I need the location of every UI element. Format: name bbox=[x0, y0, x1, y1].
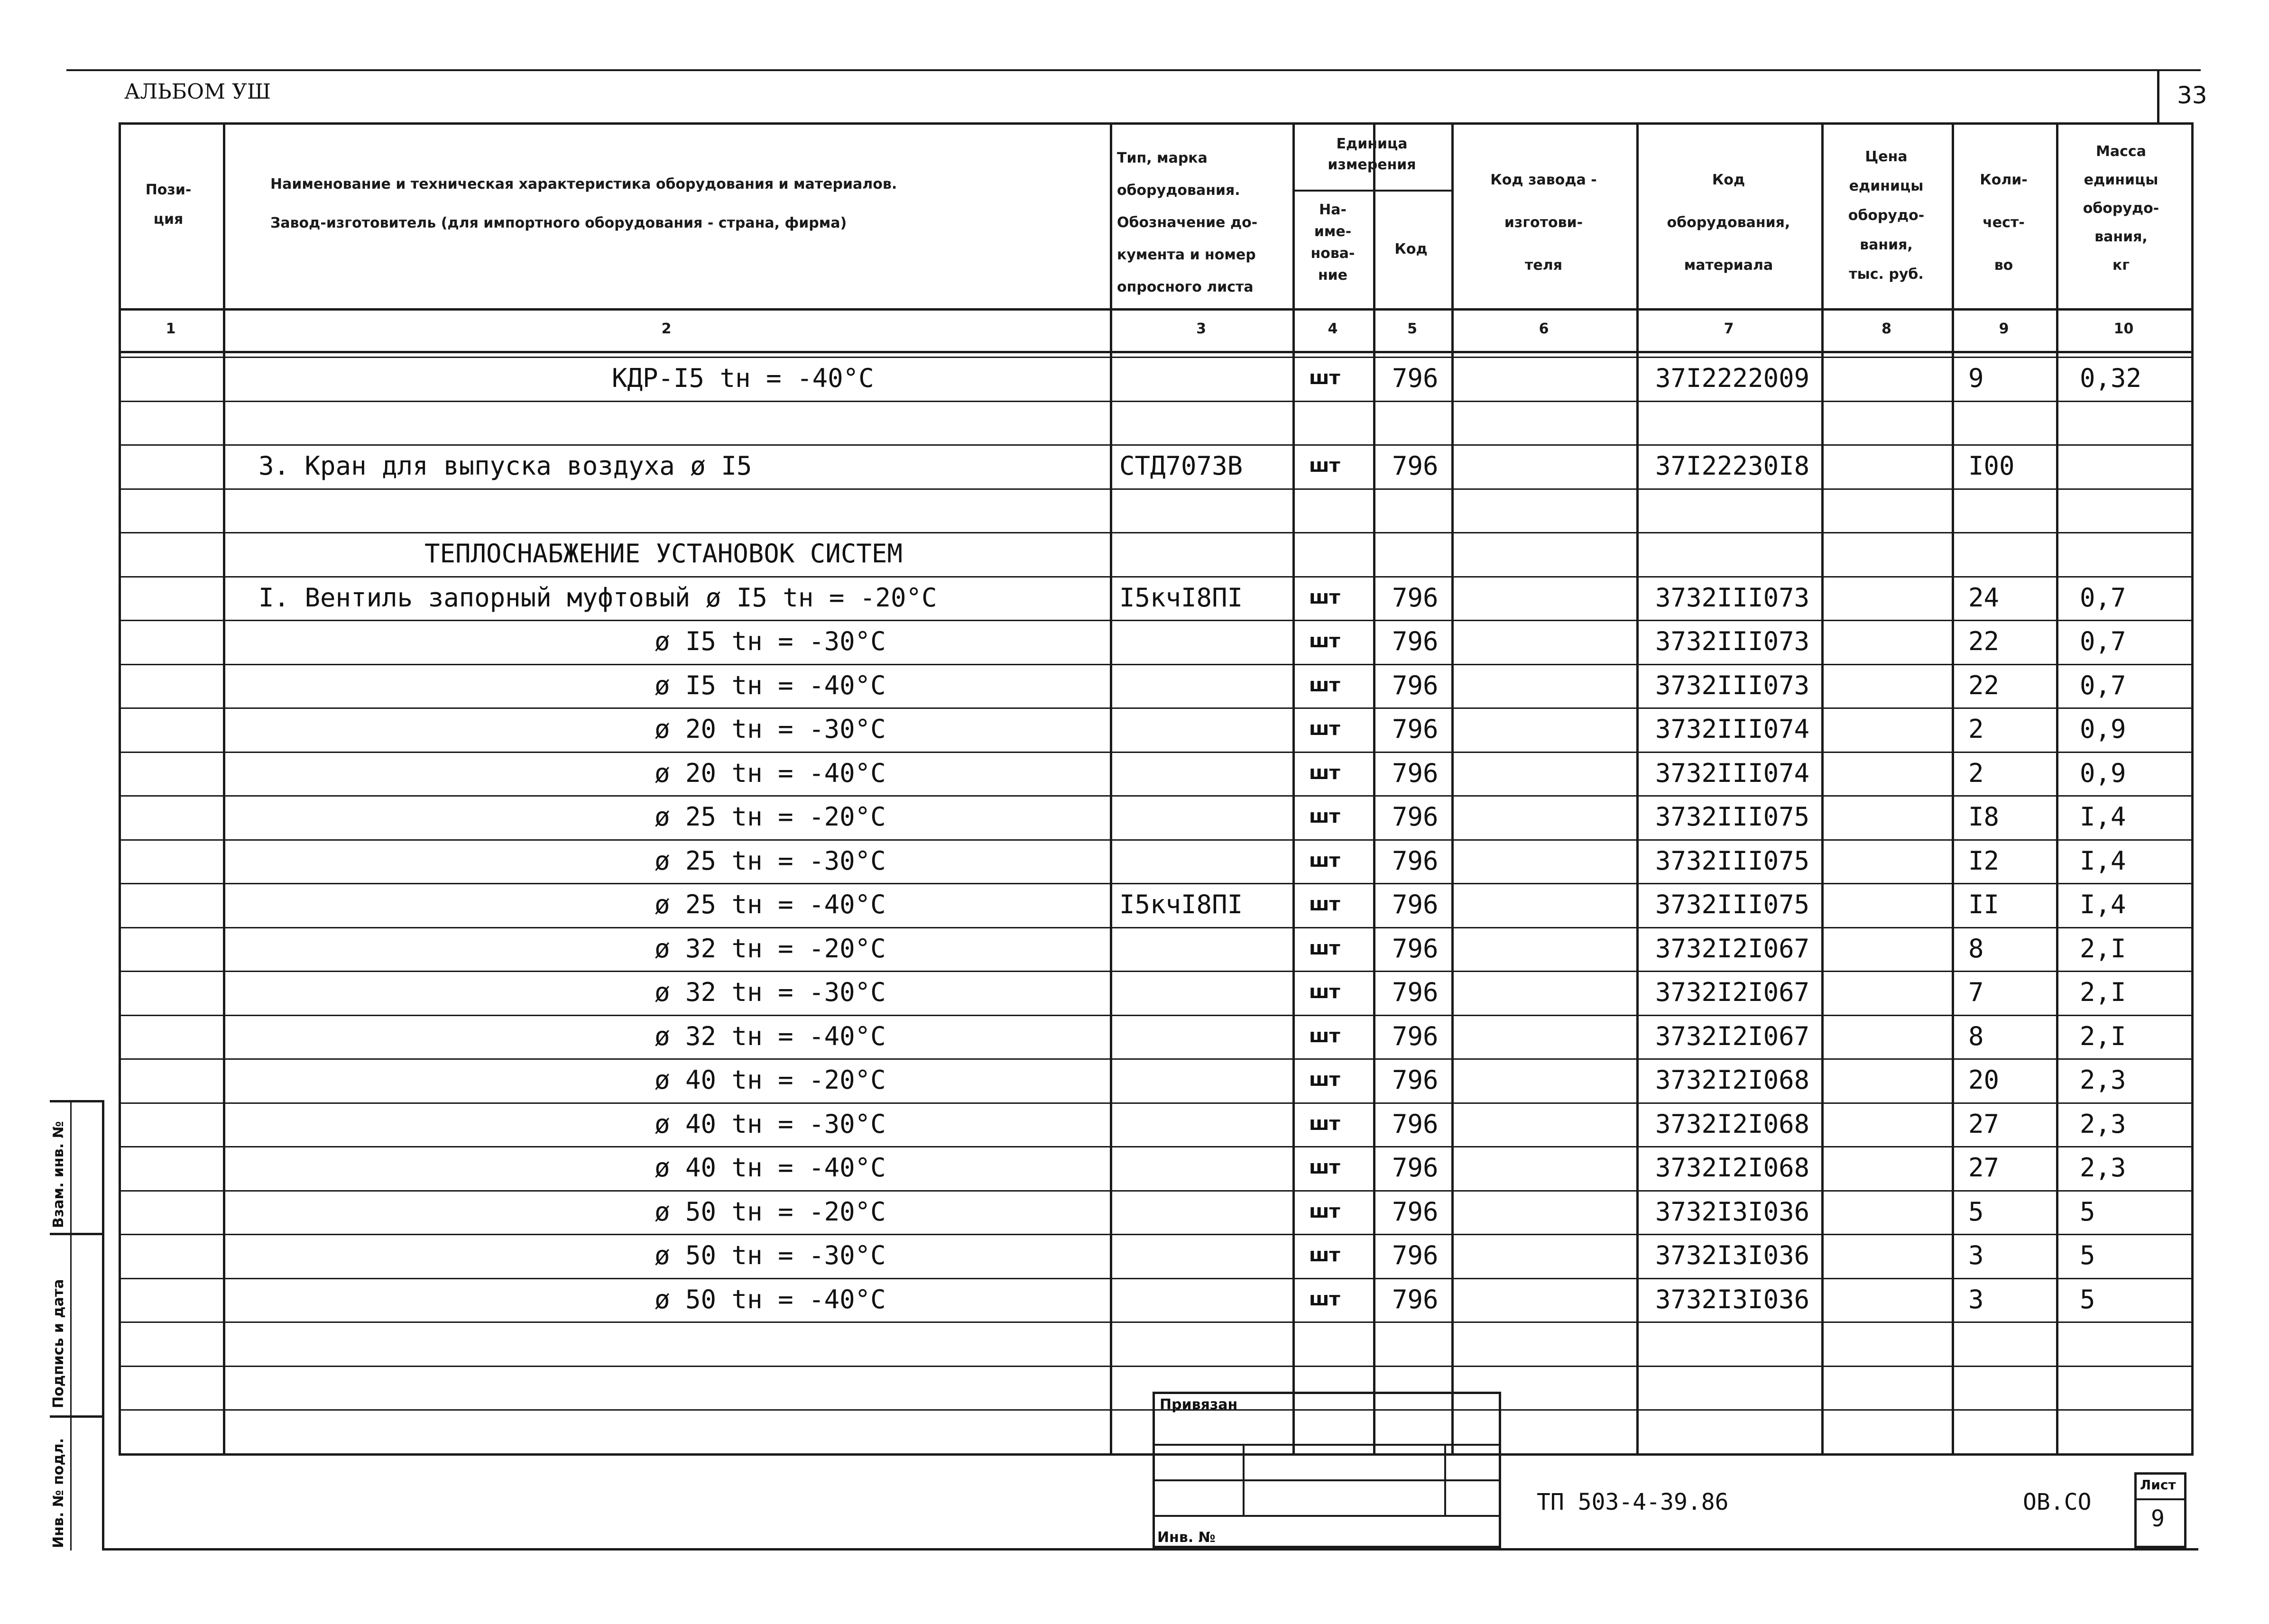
header-bottom-rule bbox=[119, 308, 2194, 311]
row-qty: 2 bbox=[1968, 714, 1984, 744]
row-equip-code: 3732III073 bbox=[1655, 626, 1810, 656]
row-mass: 2,3 bbox=[2080, 1153, 2126, 1183]
header-mass: Масса единицы оборудо- вания, кг bbox=[2083, 143, 2159, 274]
row-qty: 3 bbox=[1968, 1284, 1984, 1314]
row-qty: 9 bbox=[1968, 363, 1984, 393]
row-equip-code: 3732I3I036 bbox=[1655, 1240, 1810, 1270]
unit-group-rule bbox=[1292, 190, 1451, 192]
row-mass: I,4 bbox=[2080, 845, 2126, 876]
row-type: СТД7073В bbox=[1119, 451, 1243, 481]
row-qty: 22 bbox=[1968, 670, 2000, 700]
row-unit-code: 796 bbox=[1392, 451, 1439, 481]
header-qty: Коли- чест- во bbox=[1980, 172, 2028, 274]
row-qty: I2 bbox=[1968, 845, 2000, 876]
sheet-number: 9 bbox=[2151, 1505, 2165, 1532]
row-mass: 2,I bbox=[2080, 977, 2126, 1007]
row-name: ø 25 tн = -20°C bbox=[655, 802, 886, 832]
row-unit: шт bbox=[1309, 937, 1340, 959]
stamp-grid-line bbox=[1153, 1515, 1501, 1517]
side-label-inv: Инв. № подл. bbox=[50, 1438, 67, 1548]
row-unit-code: 796 bbox=[1392, 714, 1439, 744]
row-unit-code: 796 bbox=[1392, 933, 1439, 963]
row-qty: 22 bbox=[1968, 626, 2000, 656]
column-number: 9 bbox=[1999, 321, 2009, 337]
row-rule bbox=[119, 971, 2194, 972]
doc-mark: ОВ.СО bbox=[2023, 1489, 2092, 1515]
row-unit: шт bbox=[1309, 981, 1340, 1003]
row-rule bbox=[119, 839, 2194, 841]
row-name: ø 25 tн = -40°C bbox=[655, 890, 886, 919]
row-unit-code: 796 bbox=[1392, 845, 1439, 876]
row-rule bbox=[119, 883, 2194, 884]
row-equip-code: 37I2222009 bbox=[1655, 363, 1810, 393]
page-number-frame bbox=[2157, 70, 2159, 123]
header-position: Пози- ция bbox=[145, 182, 192, 228]
row-name: ø 32 tн = -30°C bbox=[655, 977, 886, 1007]
row-name: ø 40 tн = -40°C bbox=[655, 1153, 886, 1183]
column-number: 8 bbox=[1882, 321, 1891, 337]
row-mass: 0,9 bbox=[2080, 714, 2126, 744]
row-rule bbox=[119, 795, 2194, 797]
row-unit: шт bbox=[1309, 1156, 1340, 1178]
column-number: 4 bbox=[1328, 321, 1338, 337]
row-mass: 2,3 bbox=[2080, 1109, 2126, 1139]
row-rule bbox=[119, 707, 2194, 709]
row-qty: 7 bbox=[1968, 977, 1984, 1007]
table-top-rule bbox=[119, 122, 2194, 125]
doc-code: ТП 503-4-39.86 bbox=[1537, 1489, 1729, 1515]
row-unit: шт bbox=[1309, 1069, 1340, 1091]
stamp-grid-line bbox=[1243, 1444, 1245, 1515]
row-qty: 20 bbox=[1968, 1065, 2000, 1095]
sheet-box-line bbox=[2134, 1498, 2186, 1500]
row-mass: 0,7 bbox=[2080, 626, 2126, 656]
row-unit-code: 796 bbox=[1392, 1109, 1439, 1139]
row-unit: шт bbox=[1309, 806, 1340, 827]
row-name: ø 40 tн = -30°C bbox=[655, 1109, 886, 1139]
row-rule bbox=[119, 444, 2194, 446]
row-name: 3. Кран для выпуска воздуха ø I5 bbox=[258, 451, 752, 481]
header-factory: Код завода - изготови- теля bbox=[1490, 172, 1597, 274]
column-number: 2 bbox=[661, 321, 672, 337]
row-qty: I00 bbox=[1968, 451, 2015, 481]
row-equip-code: 3732I3I036 bbox=[1655, 1284, 1810, 1314]
row-mass: 0,7 bbox=[2080, 670, 2126, 700]
row-unit-code: 796 bbox=[1392, 1021, 1439, 1051]
row-mass: 2,I bbox=[2080, 1021, 2126, 1051]
album-title: АЛЬБОМ УШ bbox=[124, 80, 271, 104]
header-name: Наименование и техническая характеристика оборудования и материалов. Завод-изготовитель (для импортного оборудования - страна, фирма) bbox=[270, 176, 897, 231]
bottom-rule bbox=[102, 1548, 2198, 1551]
row-rule bbox=[119, 1015, 2194, 1016]
side-strip-inner bbox=[70, 1100, 72, 1551]
column-number: 10 bbox=[2113, 321, 2134, 337]
row-rule bbox=[119, 1058, 2194, 1060]
row-equip-code: 3732I2I067 bbox=[1655, 933, 1810, 963]
row-rule bbox=[119, 576, 2194, 578]
side-label-podpis: Подпись и дата bbox=[50, 1279, 67, 1408]
row-unit-code: 796 bbox=[1392, 977, 1439, 1007]
row-name: ø 32 tн = -20°C bbox=[655, 933, 886, 963]
row-rule bbox=[119, 752, 2194, 753]
row-rule bbox=[119, 1102, 2194, 1104]
sheet-label: Лист bbox=[2140, 1477, 2176, 1493]
row-rule bbox=[119, 1278, 2194, 1279]
row-rule bbox=[119, 532, 2194, 533]
row-rule bbox=[119, 1146, 2194, 1147]
row-name: ø 40 tн = -20°C bbox=[655, 1065, 886, 1095]
row-unit-code: 796 bbox=[1392, 1284, 1439, 1314]
side-label-vzam: Взам. инв. № bbox=[50, 1121, 67, 1228]
row-name: ø 20 tн = -30°C bbox=[655, 714, 886, 744]
header-unit-name: На- име- нова- ние bbox=[1310, 202, 1355, 284]
numbers-bottom-rule bbox=[119, 351, 2194, 353]
row-unit: шт bbox=[1309, 586, 1340, 608]
row-name: ø 50 tн = -40°C bbox=[655, 1284, 886, 1314]
top-rule bbox=[66, 69, 2201, 71]
row-equip-code: 3732III073 bbox=[1655, 670, 1810, 700]
row-unit: шт bbox=[1309, 455, 1340, 477]
row-unit: шт bbox=[1309, 762, 1340, 784]
row-qty: 24 bbox=[1968, 582, 2000, 613]
row-unit: шт bbox=[1309, 1112, 1340, 1135]
row-mass: I,4 bbox=[2080, 890, 2126, 919]
privyazan-label: Привязан bbox=[1160, 1396, 1238, 1413]
row-qty: II bbox=[1968, 890, 2000, 919]
privyazan-box bbox=[1153, 1392, 1501, 1548]
header-type: Тип, марка оборудования. Обозначение до- кумента и номер опросного листа bbox=[1117, 150, 1258, 295]
row-unit: шт bbox=[1309, 367, 1340, 389]
row-qty: 8 bbox=[1968, 933, 1984, 963]
row-rule bbox=[119, 401, 2194, 402]
row-equip-code: 3732I2I068 bbox=[1655, 1109, 1810, 1139]
row-unit: шт bbox=[1309, 1244, 1340, 1266]
row-unit-code: 796 bbox=[1392, 1153, 1439, 1183]
row-name: ø 32 tн = -40°C bbox=[655, 1021, 886, 1051]
row-unit: шт bbox=[1309, 1288, 1340, 1310]
row-unit: шт bbox=[1309, 849, 1340, 872]
row-equip-code: 3732III074 bbox=[1655, 758, 1810, 788]
column-number: 5 bbox=[1407, 321, 1417, 337]
row-mass: 5 bbox=[2080, 1240, 2095, 1270]
row-mass: 5 bbox=[2080, 1196, 2095, 1227]
side-strip-line bbox=[50, 1233, 104, 1235]
row-unit: шт bbox=[1309, 1025, 1340, 1047]
row-type: I5кчI8ПI bbox=[1119, 890, 1243, 919]
row-equip-code: 37I22230I8 bbox=[1655, 451, 1810, 481]
header-unit-code: Код bbox=[1394, 241, 1428, 257]
row-rule bbox=[119, 1190, 2194, 1192]
row-rule bbox=[119, 1321, 2194, 1323]
row-name: ø 20 tн = -40°C bbox=[655, 758, 886, 788]
row-qty: 27 bbox=[1968, 1109, 2000, 1139]
row-qty: 3 bbox=[1968, 1240, 1984, 1270]
row-mass: I,4 bbox=[2080, 802, 2126, 832]
row-unit-code: 796 bbox=[1392, 670, 1439, 700]
row-rule bbox=[119, 1366, 2194, 1367]
row-unit-code: 796 bbox=[1392, 626, 1439, 656]
row-name: ø 50 tн = -30°C bbox=[655, 1240, 886, 1270]
row-name: КДР-I5 tн = -40°C bbox=[612, 363, 874, 393]
stamp-grid-line bbox=[1153, 1479, 1501, 1481]
row-qty: 2 bbox=[1968, 758, 1984, 788]
row-qty: 27 bbox=[1968, 1153, 2000, 1183]
row-unit-code: 796 bbox=[1392, 758, 1439, 788]
row-equip-code: 3732I2I067 bbox=[1655, 977, 1810, 1007]
row-mass: 0,9 bbox=[2080, 758, 2126, 788]
row-type: I5кчI8ПI bbox=[1119, 582, 1243, 613]
row-unit-code: 796 bbox=[1392, 582, 1439, 613]
row-equip-code: 3732III075 bbox=[1655, 802, 1810, 832]
row-rule bbox=[119, 927, 2194, 928]
row-equip-code: 3732I3I036 bbox=[1655, 1196, 1810, 1227]
row-mass: 2,I bbox=[2080, 933, 2126, 963]
row-qty: 5 bbox=[1968, 1196, 1984, 1227]
row-equip-code: 3732III073 bbox=[1655, 582, 1810, 613]
page-number: 33 bbox=[2177, 82, 2207, 109]
row-unit: шт bbox=[1309, 893, 1340, 915]
row-qty: I8 bbox=[1968, 802, 2000, 832]
header-price: Цена единицы оборудо- вания, тыс. руб. bbox=[1848, 148, 1925, 283]
row-unit: шт bbox=[1309, 674, 1340, 696]
row-name: I. Вентиль запорный муфтовый ø I5 tн = -20°C bbox=[258, 582, 937, 613]
row-rule bbox=[119, 357, 2194, 358]
column-rule bbox=[2191, 122, 2194, 1453]
column-number: 6 bbox=[1539, 321, 1549, 337]
row-mass: 0,32 bbox=[2080, 363, 2142, 393]
column-number: 7 bbox=[1724, 321, 1734, 337]
row-rule bbox=[119, 1234, 2194, 1235]
row-unit-code: 796 bbox=[1392, 890, 1439, 919]
row-unit: шт bbox=[1309, 1200, 1340, 1222]
inv-no-label: Инв. № bbox=[1157, 1529, 1216, 1546]
row-equip-code: 3732I2I068 bbox=[1655, 1065, 1810, 1095]
row-unit-code: 796 bbox=[1392, 1196, 1439, 1227]
row-rule bbox=[119, 488, 2194, 490]
row-unit-code: 796 bbox=[1392, 1065, 1439, 1095]
row-unit: шт bbox=[1309, 630, 1340, 652]
row-name: ø 50 tн = -20°C bbox=[655, 1196, 886, 1227]
row-name: ø I5 tн = -30°C bbox=[655, 626, 886, 656]
stamp-grid-line bbox=[1444, 1444, 1446, 1515]
row-name: ТЕПЛОСНАБЖЕНИЕ УСТАНОВОК СИСТЕМ bbox=[424, 539, 903, 569]
header-unit-group: Единица измерения bbox=[1328, 136, 1416, 173]
side-strip-border bbox=[102, 1100, 104, 1551]
row-name: ø 25 tн = -30°C bbox=[655, 845, 886, 876]
row-rule bbox=[119, 620, 2194, 621]
side-strip-line bbox=[50, 1415, 104, 1418]
row-rule bbox=[119, 664, 2194, 665]
row-unit: шт bbox=[1309, 718, 1340, 740]
row-equip-code: 3732I2I067 bbox=[1655, 1021, 1810, 1051]
row-mass: 5 bbox=[2080, 1284, 2095, 1314]
row-equip-code: 3732III075 bbox=[1655, 845, 1810, 876]
row-equip-code: 3732I2I068 bbox=[1655, 1153, 1810, 1183]
row-mass: 0,7 bbox=[2080, 582, 2126, 613]
row-mass: 2,3 bbox=[2080, 1065, 2126, 1095]
row-unit-code: 796 bbox=[1392, 802, 1439, 832]
side-strip-line bbox=[50, 1100, 104, 1102]
row-unit-code: 796 bbox=[1392, 363, 1439, 393]
stamp-grid-line bbox=[1153, 1444, 1501, 1446]
row-equip-code: 3732III075 bbox=[1655, 890, 1810, 919]
row-qty: 8 bbox=[1968, 1021, 1984, 1051]
row-name: ø I5 tн = -40°C bbox=[655, 670, 886, 700]
row-unit-code: 796 bbox=[1392, 1240, 1439, 1270]
row-equip-code: 3732III074 bbox=[1655, 714, 1810, 744]
column-number: 1 bbox=[166, 321, 176, 337]
header-equip-code: Код оборудования, материала bbox=[1667, 172, 1790, 274]
column-number: 3 bbox=[1196, 321, 1206, 337]
